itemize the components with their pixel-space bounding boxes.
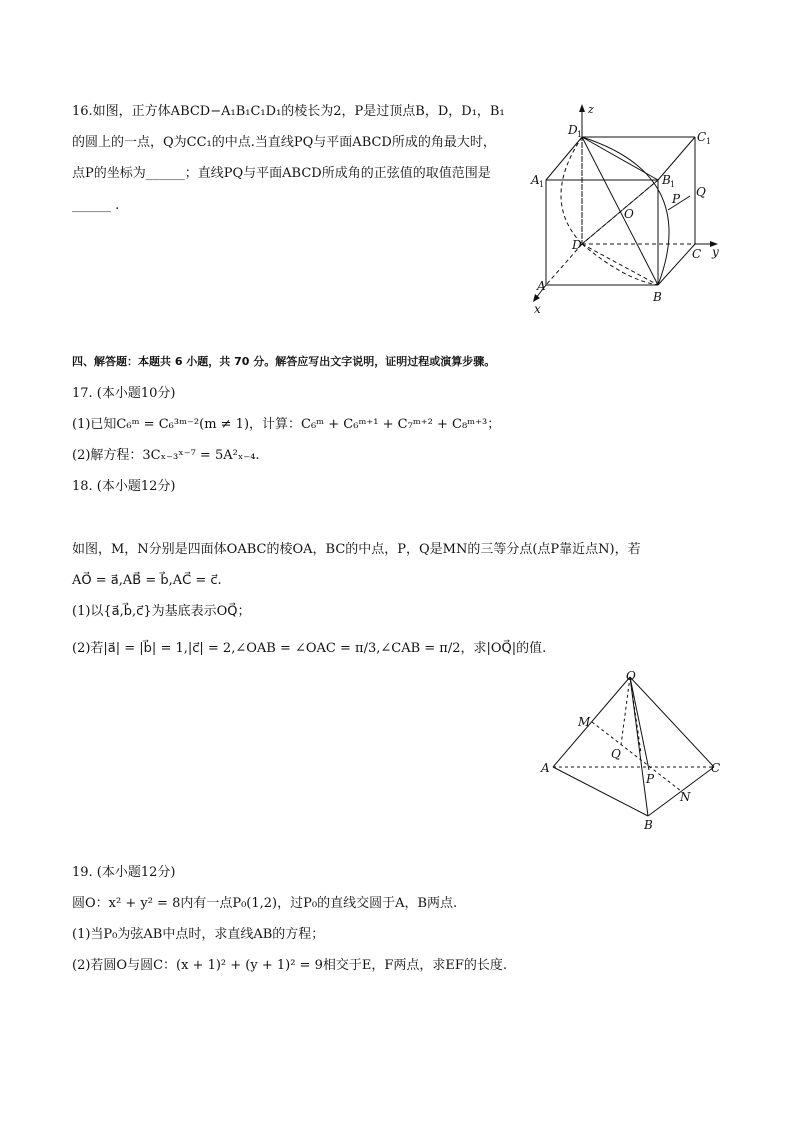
q19-line1: 圆O：x² + y² = 8内有一点P₀(1,2)，过P₀的直线交圆于A，B两点. — [72, 896, 458, 911]
cube-figure — [525, 98, 725, 318]
label-Q: Q — [696, 185, 706, 199]
label-O: O — [626, 669, 636, 683]
q17-part2: (2)解方程：3Cₓ₋₃ˣ⁻⁷ = 5A²ₓ₋₄. — [72, 448, 260, 463]
q18-title: 18. (本小题12分) — [72, 479, 176, 494]
label-B: B — [644, 818, 653, 832]
label-A: A — [537, 279, 546, 293]
label-C1-sub: 1 — [706, 137, 712, 146]
tetrahedron-figure — [535, 665, 755, 835]
q16-line-3: 点P的坐标为______；直线PQ与平面ABCD所成角的正弦值的取值范围是 — [72, 166, 491, 181]
label-A1-sub: 1 — [539, 180, 545, 189]
q18-part2: (2)若|a⃗| = |b⃗| = 1,|c⃗| = 2,∠OAB = ∠OAC = π/3,∠CAB = π/2，求|OQ⃗|的值. — [72, 641, 547, 656]
q19-title: 19. (本小题12分) — [72, 865, 176, 880]
label-O: O — [624, 207, 634, 221]
label-A: A — [541, 761, 550, 775]
label-D1-sub: 1 — [577, 130, 583, 139]
label-N: N — [680, 790, 691, 804]
label-B1-sub: 1 — [670, 180, 676, 189]
label-P: P — [646, 772, 655, 786]
q16-line-4: ______ . — [72, 198, 120, 213]
label-C: C — [711, 761, 721, 775]
q17-title: 17. (本小题10分) — [72, 386, 176, 401]
label-B: B — [653, 290, 662, 304]
q18-part1: (1)以{a⃗,b⃗,c⃗}为基底表示OQ⃗； — [72, 604, 251, 619]
q16-line-2: 的圆上的一点，Q为CC₁的中点.当直线PQ与平面ABCD所成的角最大时， — [72, 135, 496, 150]
q18-line1: 如图，M，N分别是四面体OABC的棱OA，BC的中点，P，Q是MN的三等分点(点P靠近点N)，若 — [72, 542, 641, 557]
label-D1: D — [568, 123, 578, 137]
q19-part2: (2)若圆O与圆C：(x + 1)² + (y + 1)² = 9相交于E，F两点，求EF的长度. — [72, 958, 507, 973]
section-heading: 四、解答题：本题共 6 小题，共 70 分。解答应写出文字说明，证明过程或演算步骤。 — [72, 355, 496, 368]
label-x: x — [534, 302, 541, 316]
label-Q: Q — [611, 747, 621, 761]
label-D: D — [572, 238, 582, 252]
label-A1: A — [531, 173, 540, 187]
label-y: y — [712, 245, 719, 259]
label-C1: C — [697, 130, 707, 144]
label-z: z — [588, 103, 594, 116]
q19-part1: (1)当P₀为弦AB中点时，求直线AB的方程； — [72, 927, 325, 942]
label-M: M — [578, 715, 591, 729]
q17-part1: (1)已知C₆ᵐ = C₆³ᵐ⁻²(m ≠ 1)，计算：C₆ᵐ + C₆ᵐ⁺¹ + C₇ᵐ⁺² + C₈ᵐ⁺³； — [72, 417, 501, 432]
q16-line-1: 16.如图，正方体ABCD−A₁B₁C₁D₁的棱长为2，P是过顶点B，D，D₁，B₁ — [72, 104, 505, 119]
label-C: C — [692, 247, 702, 261]
label-P: P — [672, 192, 681, 206]
label-B1: B — [662, 173, 671, 187]
q18-line2: AO⃗ = a⃗,AB⃗ = b⃗,AC⃗ = c⃗. — [72, 573, 222, 588]
